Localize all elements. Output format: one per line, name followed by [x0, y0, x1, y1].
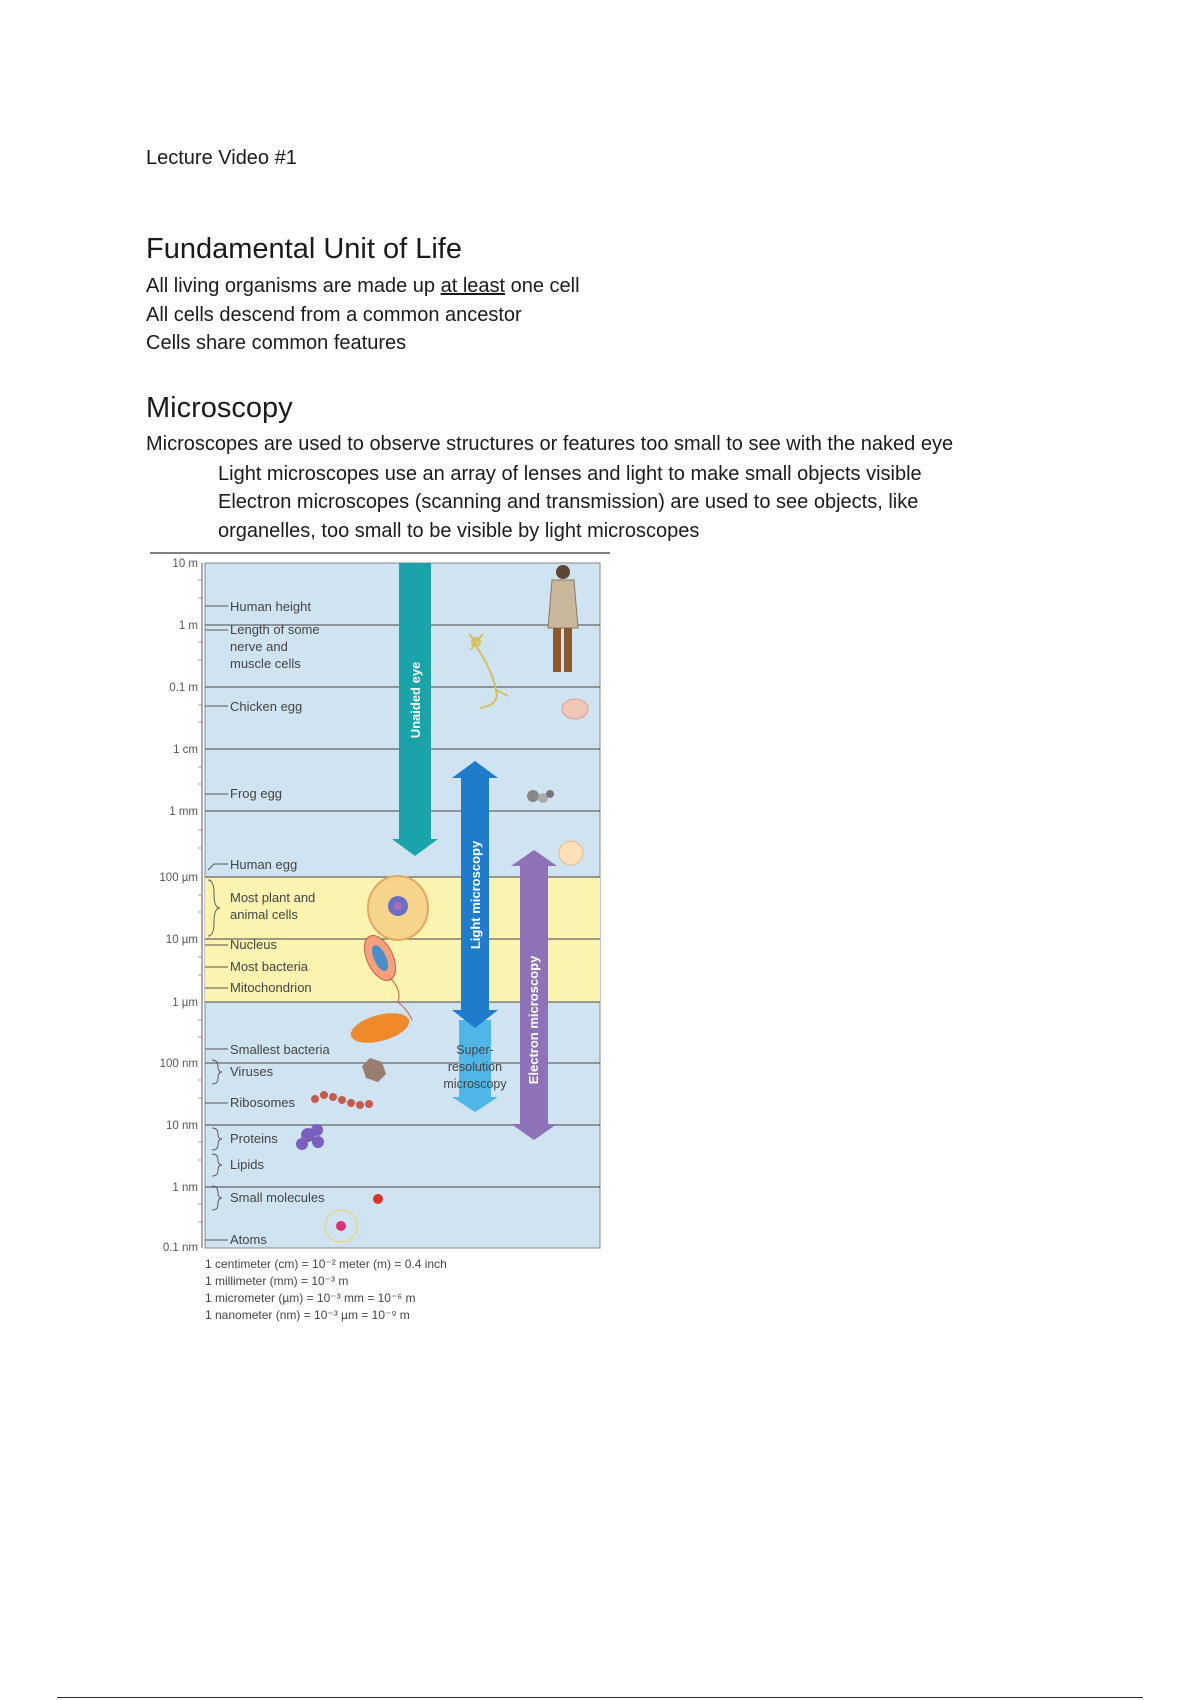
- label-nucleus: Nucleus: [230, 937, 277, 952]
- scale-label: 1 µm: [172, 997, 198, 1009]
- scale-labels: [159, 558, 198, 1254]
- light-microscopy-label: Light microscopy: [468, 840, 483, 950]
- section-title-fundamental: Fundamental Unit of Life: [146, 233, 462, 265]
- label-bacteria: Most bacteria: [230, 959, 309, 974]
- unit-footnotes: [205, 1257, 447, 1322]
- label-chicken-egg: Chicken egg: [230, 699, 303, 714]
- section-title-microscopy: Microscopy: [146, 392, 293, 424]
- scale-label: 1 cm: [173, 744, 198, 756]
- microscopy-line-1: Microscopes are used to observe structures or features too small to see with the naked eye: [146, 433, 954, 455]
- label-cells-2: animal cells: [230, 907, 298, 922]
- label-smallest-bacteria: Smallest bacteria: [230, 1042, 330, 1057]
- scale-label: 10 µm: [165, 934, 198, 946]
- scale-label: 0.1 nm: [162, 1242, 198, 1254]
- human-egg-illustration: [559, 841, 583, 865]
- label-cells-1: Most plant and: [230, 890, 316, 905]
- label-viruses: Viruses: [230, 1064, 274, 1079]
- scale-label: 1 mm: [169, 806, 198, 818]
- fundamental-line-2: All cells descend from a common ancestor: [146, 304, 522, 326]
- label-ribosomes: Ribosomes: [230, 1095, 296, 1110]
- label-small-molecules: Small molecules: [230, 1190, 325, 1205]
- label-atoms: Atoms: [230, 1232, 267, 1247]
- page-bottom-rule: [57, 1697, 1143, 1698]
- microscopy-scale-figure: [140, 550, 615, 1330]
- label-human-height: Human height: [230, 599, 311, 614]
- scale-label: 10 m: [172, 558, 198, 570]
- footnote-1: 1 centimeter (cm) = 10⁻² meter (m) = 0.4 inch: [205, 1257, 447, 1271]
- scale-label: 1 nm: [172, 1182, 198, 1194]
- label-nerve-1: Length of some: [230, 622, 320, 637]
- label-human-egg: Human egg: [230, 857, 298, 872]
- scale-label: 10 nm: [166, 1120, 198, 1132]
- microscopy-line-4: organelles, too small to be visible by light microscopes: [218, 520, 700, 542]
- microscopy-line-2: Light microscopes use an array of lenses and light to make small objects visible: [218, 463, 922, 485]
- super-label-2: resolution: [447, 1060, 503, 1074]
- footnote-2: 1 millimeter (mm) = 10⁻³ m: [205, 1274, 349, 1288]
- label-nerve-3: muscle cells: [230, 656, 301, 671]
- chicken-egg-illustration: [562, 699, 588, 719]
- label-proteins: Proteins: [230, 1131, 278, 1146]
- fundamental-line-3: Cells share common features: [146, 332, 407, 354]
- line1-text: All living organisms are made up: [146, 275, 441, 297]
- animal-cell-illustration: [368, 876, 428, 940]
- super-label-3: microscopy: [443, 1077, 507, 1091]
- small-molecule-illustration: [373, 1194, 383, 1204]
- scale-label: 1 m: [178, 620, 198, 632]
- scale-label: 100 nm: [159, 1058, 198, 1070]
- label-lipids: Lipids: [230, 1157, 264, 1172]
- label-frog-egg: Frog egg: [230, 786, 283, 801]
- line1-text-end: one cell: [505, 275, 580, 297]
- line1-underlined: at least: [440, 275, 506, 297]
- super-label-1: Super-: [456, 1043, 494, 1057]
- footnote-4: 1 nanometer (nm) = 10⁻³ µm = 10⁻⁹ m: [205, 1308, 410, 1322]
- fundamental-line-1: [146, 275, 580, 298]
- microscopy-line-3: Electron microscopes (scanning and transmission) are used to see objects, like: [218, 491, 919, 513]
- scale-minor-ticks: [198, 580, 202, 1222]
- scale-label: 100 µm: [159, 872, 198, 884]
- scale-label: 0.1 m: [169, 682, 198, 694]
- electron-microscopy-label: Electron microscopy: [526, 955, 541, 1085]
- footnote-3: 1 micrometer (µm) = 10⁻³ mm = 10⁻⁶ m: [205, 1291, 416, 1305]
- lecture-label: Lecture Video #1: [146, 147, 297, 169]
- unaided-eye-label: Unaided eye: [408, 661, 423, 739]
- label-mitochondrion: Mitochondrion: [230, 980, 312, 995]
- label-nerve-2: nerve and: [230, 639, 288, 654]
